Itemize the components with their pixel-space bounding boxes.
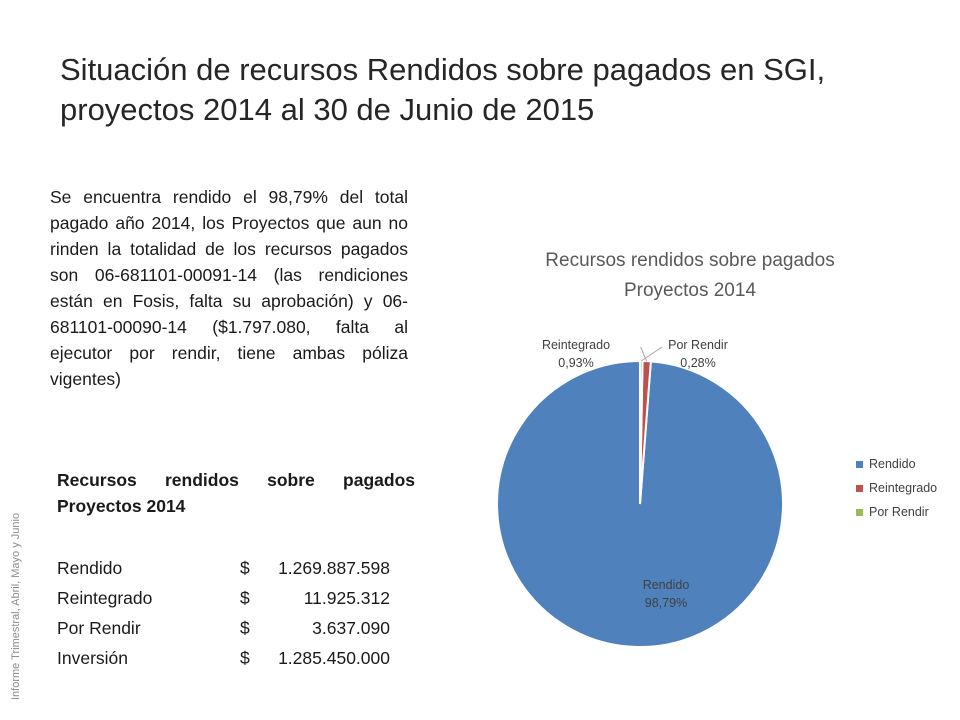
amount: 1.269.887.598 — [278, 558, 390, 578]
summary-row-label: Reintegrado — [57, 588, 153, 608]
leader-line — [641, 347, 662, 361]
summary-table — [57, 553, 392, 673]
amount: 1.285.450.000 — [278, 648, 390, 668]
data-label-value: 0,28% — [680, 356, 716, 370]
pie-chart-plot — [480, 230, 950, 660]
legend-label: Por Rendir — [869, 505, 929, 519]
data-label-value: 0,93% — [558, 356, 594, 370]
side-label: Informe Trimestral, Abril, Mayo y Junio — [10, 512, 22, 700]
summary-row — [57, 643, 392, 673]
summary-title-line-2: Proyectos 2014 — [57, 496, 186, 516]
currency-symbol: $ — [240, 648, 250, 668]
legend-item — [856, 476, 937, 500]
legend-item — [856, 452, 937, 476]
chart-title-line-1: Recursos rendidos sobre pagados — [545, 250, 835, 271]
currency-symbol: $ — [240, 558, 250, 578]
description-paragraph: Se encuentra rendido el 98,79% del total pagado año 2014, los Proyectos que aun no rinden la totalidad de los recursos pagados son 06-681101-00091-14 (las rendiciones están en Fosis, falta su aprobación) y 06-681101-00090-14 ($1.797.080, falta al ejecutor por rendir, tiene ambas póliza vigentes) — [50, 187, 408, 389]
amount: 11.925.312 — [303, 588, 390, 608]
summary-row-value — [240, 583, 392, 613]
data-label-name: Por Rendir — [668, 338, 728, 352]
legend-item — [856, 500, 937, 524]
chart-legend — [856, 452, 937, 524]
summary-row-value — [240, 613, 392, 643]
legend-label: Rendido — [869, 457, 916, 471]
summary-row — [57, 583, 392, 613]
legend-label: Reintegrado — [869, 481, 938, 495]
summary-row-value — [240, 643, 392, 673]
currency-symbol: $ — [240, 588, 250, 608]
chart-title-line-2: Proyectos 2014 — [623, 280, 757, 301]
summary-title — [57, 467, 415, 519]
slide-title-line-1: Situación de recursos Rendidos sobre pagados en SGI, — [60, 52, 826, 87]
summary-row-label: Rendido — [57, 558, 123, 578]
slide-title — [60, 50, 930, 130]
legend-swatch — [856, 461, 863, 468]
slide-title-line-2: proyectos 2014 al 30 de Junio de 2015 — [60, 92, 595, 127]
legend-swatch — [856, 485, 863, 492]
amount: 3.637.090 — [312, 618, 390, 638]
data-label-value: 98,79% — [644, 596, 688, 610]
currency-symbol: $ — [240, 618, 250, 638]
pie-chart — [480, 230, 950, 660]
summary-row — [57, 553, 392, 583]
data-label-name: Rendido — [642, 578, 690, 592]
summary-title-line-1: Recursos rendidos sobre pagados — [57, 470, 415, 490]
data-label-name: Reintegrado — [541, 338, 611, 352]
summary-row-label: Por Rendir — [57, 618, 141, 638]
legend-swatch — [856, 509, 863, 516]
summary-row — [57, 613, 392, 643]
summary-row-value — [240, 553, 392, 583]
summary-row-label: Inversión — [57, 648, 129, 668]
